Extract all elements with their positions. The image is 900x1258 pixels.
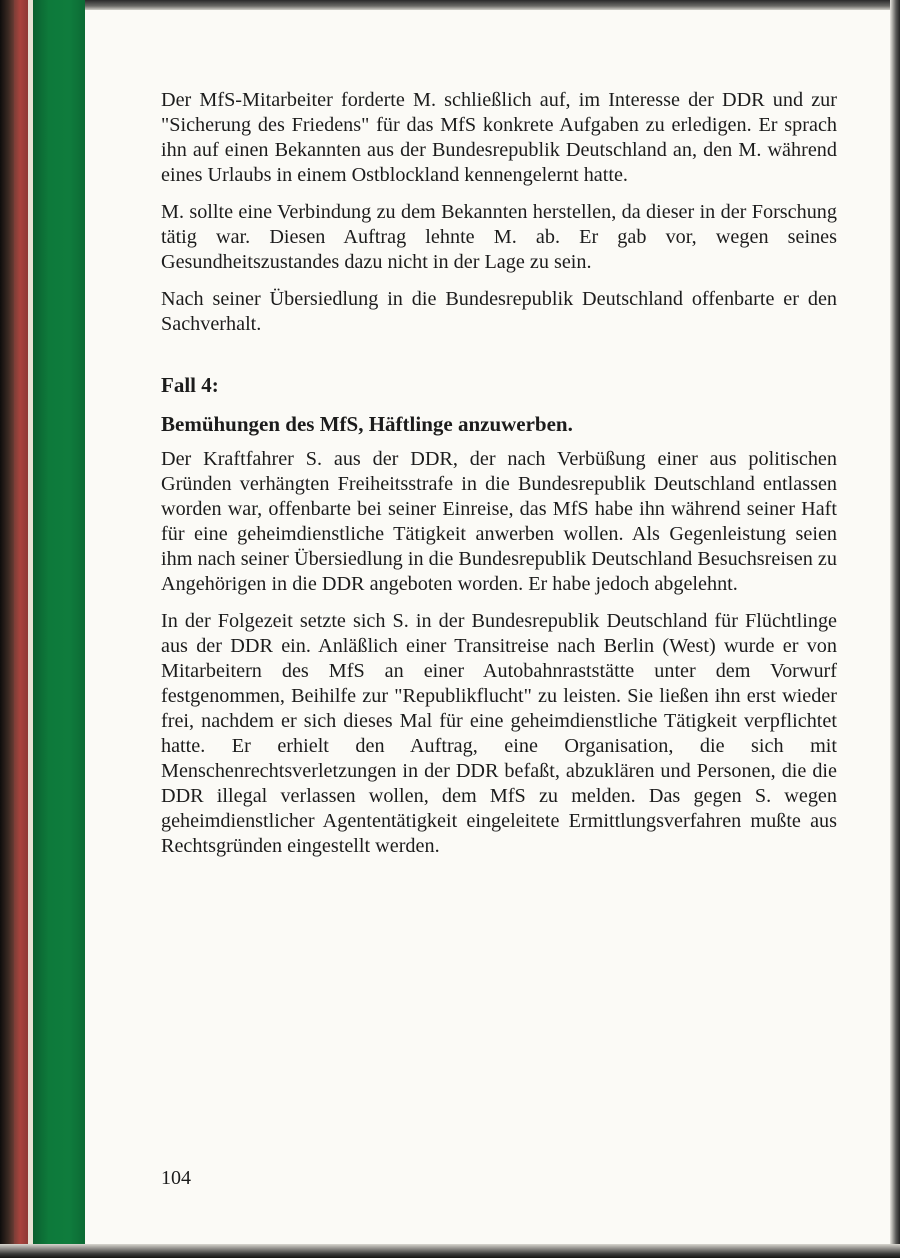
scan-bottom-edge bbox=[0, 1244, 900, 1258]
case-subheading: Bemühungen des MfS, Häftlinge anzuwerben. bbox=[161, 412, 573, 436]
scan-right-edge bbox=[890, 0, 900, 1258]
case-heading: Fall 4: bbox=[161, 373, 219, 397]
paragraph: In der Folgezeit setzte sich S. in der Bundesrepublik Deutschland für Flüchtlinge aus der DDR ein. Anläßlich einer Transitreise nach Berlin (West) wurde er von Mitarbeitern des MfS an einer Autobahnraststätte unter dem Vorwurf festgenommen, Beihilfe zur "Republikflucht" zu leisten. Sie ließen ihn erst wieder frei, nachdem er sich dieses Mal für eine geheimdienstliche Tätigkeit verpflichtet hatte. Er erhielt den Auftrag, eine Organisation, die sich mit Menschenrechtsverletzungen in der DDR befaßt, abzuklären und Personen, die die DDR illegal verlassen wollen, dem MfS zu melden. Das gegen S. wegen geheimdienstlicher Agententätigkeit eingeleitete Ermittlungsverfahren mußte aus Rechtsgründen eingestellt werden. bbox=[161, 610, 837, 857]
paragraph: Der MfS-Mitarbeiter forderte M. schließlich auf, im Interesse der DDR und zur "Sicherung des Friedens" für das MfS konkrete Aufgaben zu erledigen. Er sprach ihn auf einen Bekannten aus der Bundesrepublik Deutschland an, den M. während eines Urlaubs in einem Ostblockland kennengelernt hatte. bbox=[161, 89, 837, 186]
scan-top-edge bbox=[0, 0, 900, 10]
book-page bbox=[85, 10, 890, 1244]
page-number: 104 bbox=[161, 1167, 191, 1189]
book-binding-green-stripe bbox=[33, 0, 85, 1258]
paragraph: M. sollte eine Verbindung zu dem Bekannten herstellen, da dieser in der Forschung tätig war. Diesen Auftrag lehnte M. ab. Er gab vor, wegen seines Gesundheitszustandes dazu nicht in der Lage zu sein. bbox=[161, 201, 837, 273]
book-spine-shadow bbox=[0, 0, 14, 1258]
body-text bbox=[161, 88, 837, 871]
book-binding-red-stripe bbox=[14, 0, 28, 1258]
paragraph: Nach seiner Übersiedlung in die Bundesrepublik Deutschland offenbarte er den Sachverhalt. bbox=[161, 288, 837, 335]
paragraph: Der Kraftfahrer S. aus der DDR, der nach Verbüßung einer aus politischen Gründen verhängten Freiheitsstrafe in die Bundesrepublik Deutschland entlassen worden war, offenbarte bei seiner Einreise, das MfS habe ihn während seiner Haft für eine geheimdienstliche Tätigkeit anwerben wollen. Als Gegenleistung seien ihm nach seiner Übersiedlung in die Bundesrepublik Deutschland Besuchsreisen zu Angehörigen in die DDR angeboten worden. Er habe jedoch abgelehnt. bbox=[161, 448, 837, 595]
